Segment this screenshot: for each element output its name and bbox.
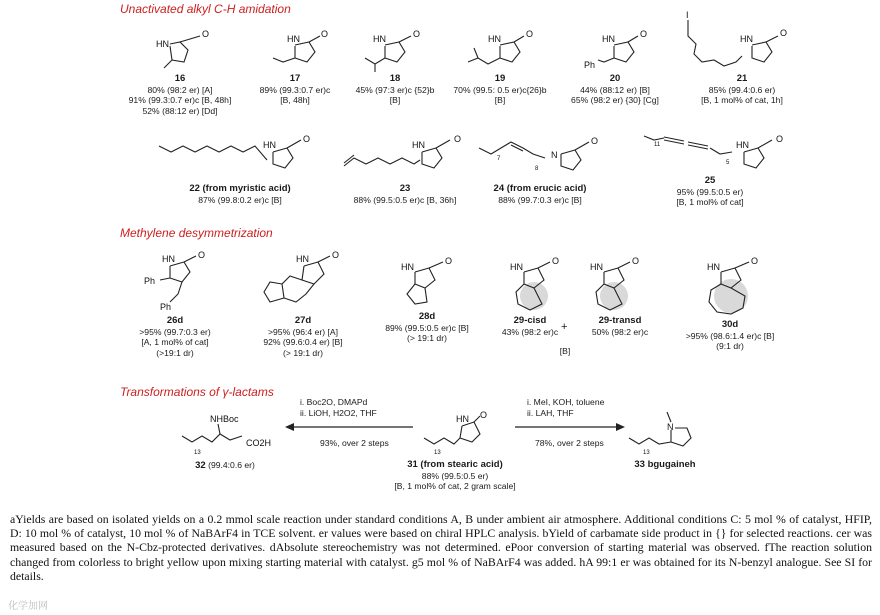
- svg-text:13: 13: [434, 450, 441, 456]
- svg-text:O: O: [776, 134, 784, 144]
- svg-text:NHBoc: NHBoc: [210, 414, 239, 424]
- svg-text:HN: HN: [488, 34, 501, 44]
- caption-20: 20 44% (88:12 er) [B] 65% (98:2 er) {30} [Cg]: [571, 73, 659, 106]
- svg-text:Ph: Ph: [160, 302, 172, 312]
- svg-text:13: 13: [194, 450, 201, 456]
- svg-text:HN: HN: [602, 34, 615, 44]
- svg-text:O: O: [303, 134, 311, 144]
- caption-29-cis: 29-cisd 43% (98:2 er)c: [501, 315, 559, 337]
- svg-text:N: N: [667, 422, 674, 432]
- caption-18: 18 45% (97:3 er)c {52}b [B]: [355, 73, 435, 106]
- caption-28: 28d 89% (99.5:0.5 er)c [B] (> 19:1 dr): [385, 311, 469, 344]
- structure-21: [680, 8, 800, 73]
- svg-text:O: O: [640, 29, 648, 39]
- structure-31: [420, 408, 495, 463]
- structure-32: [178, 410, 273, 460]
- caption-16: 16 80% (98:2 er) [A] 91% (99.3:0.7 er)c [B, 48h] 52% (88:12 er) [Dd]: [128, 73, 232, 116]
- svg-text:HN: HN: [707, 262, 720, 272]
- structure-33: [625, 408, 700, 458]
- caption-17: 17 89% (99.3:0.7 er)c [B, 48h]: [259, 73, 331, 106]
- left-condition-2: ii. LiOH, H2O2, THF: [300, 408, 377, 418]
- caption-29-conditions: [B]: [559, 346, 571, 356]
- svg-text:O: O: [632, 256, 640, 266]
- section-title-transformations: Transformations of γ-lactams: [120, 385, 274, 399]
- structure-29-trans: [580, 250, 650, 315]
- svg-text:O: O: [526, 29, 534, 39]
- caption-27: 27d >95% (96:4 er) [A] 92% (99.6:0.4 er) [B] (> 19:1 dr): [263, 315, 343, 358]
- right-conditions: [527, 397, 604, 419]
- structure-17: [265, 28, 335, 73]
- svg-text:HN: HN: [510, 262, 523, 272]
- plus-sign: +: [561, 321, 568, 333]
- watermark: 化学加网: [8, 601, 48, 612]
- svg-text:7: 7: [497, 156, 501, 162]
- right-condition-2: ii. LAH, THF: [527, 408, 574, 418]
- svg-text:HN: HN: [156, 39, 169, 49]
- svg-text:O: O: [198, 250, 206, 260]
- svg-text:HN: HN: [373, 34, 386, 44]
- svg-text:8: 8: [535, 166, 539, 172]
- right-yield: 78%, over 2 steps: [535, 438, 604, 448]
- svg-text:HN: HN: [162, 254, 175, 264]
- svg-text:O: O: [780, 28, 788, 38]
- structure-26: [140, 248, 215, 318]
- structure-19: [460, 28, 540, 73]
- caption-29-trans: 29-transd 50% (98:2 er)c: [591, 315, 649, 337]
- svg-text:HN: HN: [740, 34, 753, 44]
- svg-text:O: O: [480, 410, 488, 420]
- section-title-desymmetrization: Methylene desymmetrization: [120, 226, 273, 240]
- svg-text:O: O: [751, 256, 759, 266]
- svg-text:O: O: [332, 250, 340, 260]
- right-condition-1: i. MeI, KOH, toluene: [527, 397, 605, 407]
- caption-32: 32 (99.4:0.6 er): [195, 460, 255, 471]
- caption-24: 24 (from erucic acid) 88% (99.7:0.3 er)c [B]: [493, 183, 587, 205]
- left-yield: 93%, over 2 steps: [320, 438, 389, 448]
- svg-text:N: N: [551, 150, 558, 160]
- left-conditions: [300, 397, 377, 419]
- caption-30: 30d >95% (98.6:1.4 er)c [B] (9:1 dr): [685, 319, 775, 352]
- caption-23: 23 88% (99.5:0.5 er)c [B, 36h]: [353, 183, 457, 205]
- caption-26: 26d >95% (99.7:0.3 er) [A, 1 mol% of cat] (>19:1 dr): [139, 315, 211, 358]
- structure-22: [155, 130, 320, 180]
- structure-16: [150, 28, 220, 73]
- svg-text:HN: HN: [287, 34, 300, 44]
- section-title-amidation: Unactivated alkyl C-H amidation: [120, 2, 291, 16]
- svg-text:HN: HN: [736, 140, 749, 150]
- svg-text:HN: HN: [296, 254, 309, 264]
- svg-text:HN: HN: [456, 414, 469, 424]
- svg-text:Ph: Ph: [584, 60, 596, 70]
- structure-18: [355, 28, 435, 73]
- svg-text:5: 5: [726, 160, 730, 166]
- svg-text:Ph: Ph: [144, 276, 156, 286]
- structure-23: [340, 130, 470, 180]
- svg-text:O: O: [445, 256, 453, 266]
- svg-text:O: O: [552, 256, 560, 266]
- caption-31: 31 (from stearic acid) 88% (99.5:0.5 er) [B, 1 mol% of cat, 2 gram scale]: [394, 459, 516, 492]
- footnotes: [10, 512, 872, 583]
- svg-text:O: O: [413, 29, 421, 39]
- caption-19: 19 70% (99.5: 0.5 er)c{26}b [B]: [453, 73, 547, 106]
- svg-text:I: I: [686, 10, 689, 20]
- reaction-arrow-right: [515, 420, 625, 434]
- svg-text:HN: HN: [263, 140, 276, 150]
- structure-29-cis: [500, 250, 570, 315]
- svg-text:O: O: [591, 136, 599, 146]
- svg-text:O: O: [202, 29, 210, 39]
- svg-text:CO2H: CO2H: [246, 438, 272, 448]
- svg-text:11: 11: [654, 142, 661, 148]
- svg-text:HN: HN: [412, 140, 425, 150]
- svg-text:13: 13: [643, 450, 650, 456]
- structure-24: [475, 130, 605, 180]
- structure-20: [580, 28, 660, 73]
- caption-33: 33 bgugaineh: [634, 459, 696, 470]
- structure-27: [260, 248, 345, 318]
- svg-text:O: O: [454, 134, 462, 144]
- caption-25: 25 95% (99.5:0.5 er) [B, 1 mol% of cat]: [676, 175, 744, 208]
- caption-21: 21 85% (99.4:0.6 er) [B, 1 mol% of cat, 1h]: [701, 73, 783, 106]
- left-condition-1: i. Boc2O, DMAPd: [300, 397, 368, 407]
- svg-text:O: O: [321, 29, 329, 39]
- structure-28: [395, 252, 465, 312]
- svg-text:HN: HN: [590, 262, 603, 272]
- structure-25: [640, 124, 790, 179]
- svg-text:HN: HN: [401, 262, 414, 272]
- reaction-arrow-left: [285, 420, 415, 434]
- caption-22: 22 (from myristic acid) 87% (99.8:0.2 er)c [B]: [189, 183, 291, 205]
- structure-30: [695, 250, 770, 320]
- footnote-text: aYields are based on isolated yields on a 0.2 mmol scale reaction under standard conditions A, B under ambient air atmosphere. Additional conditions C: 5 mol % of catalyst, HFIP, D: 10 mol % of catalyst, 10 mol % of NaBArF4 in TCE solvent. er values were based on chiral HPLC analysis. bYield of carbamate side product in {} for selected reactions. cer was measured based on the N-Cbz-protected derivatives. dAbsolute stereochemistry was not determined. ePoor conversion of starting material was observed. fThe reaction solution changed from colorless to bright yellow upon mixing starting material with catalyst. g5 mol % of NaBArF4 was added. hA 99:1 er was obtained for its N-benzyl analogue. See SI for details.: [10, 512, 872, 583]
